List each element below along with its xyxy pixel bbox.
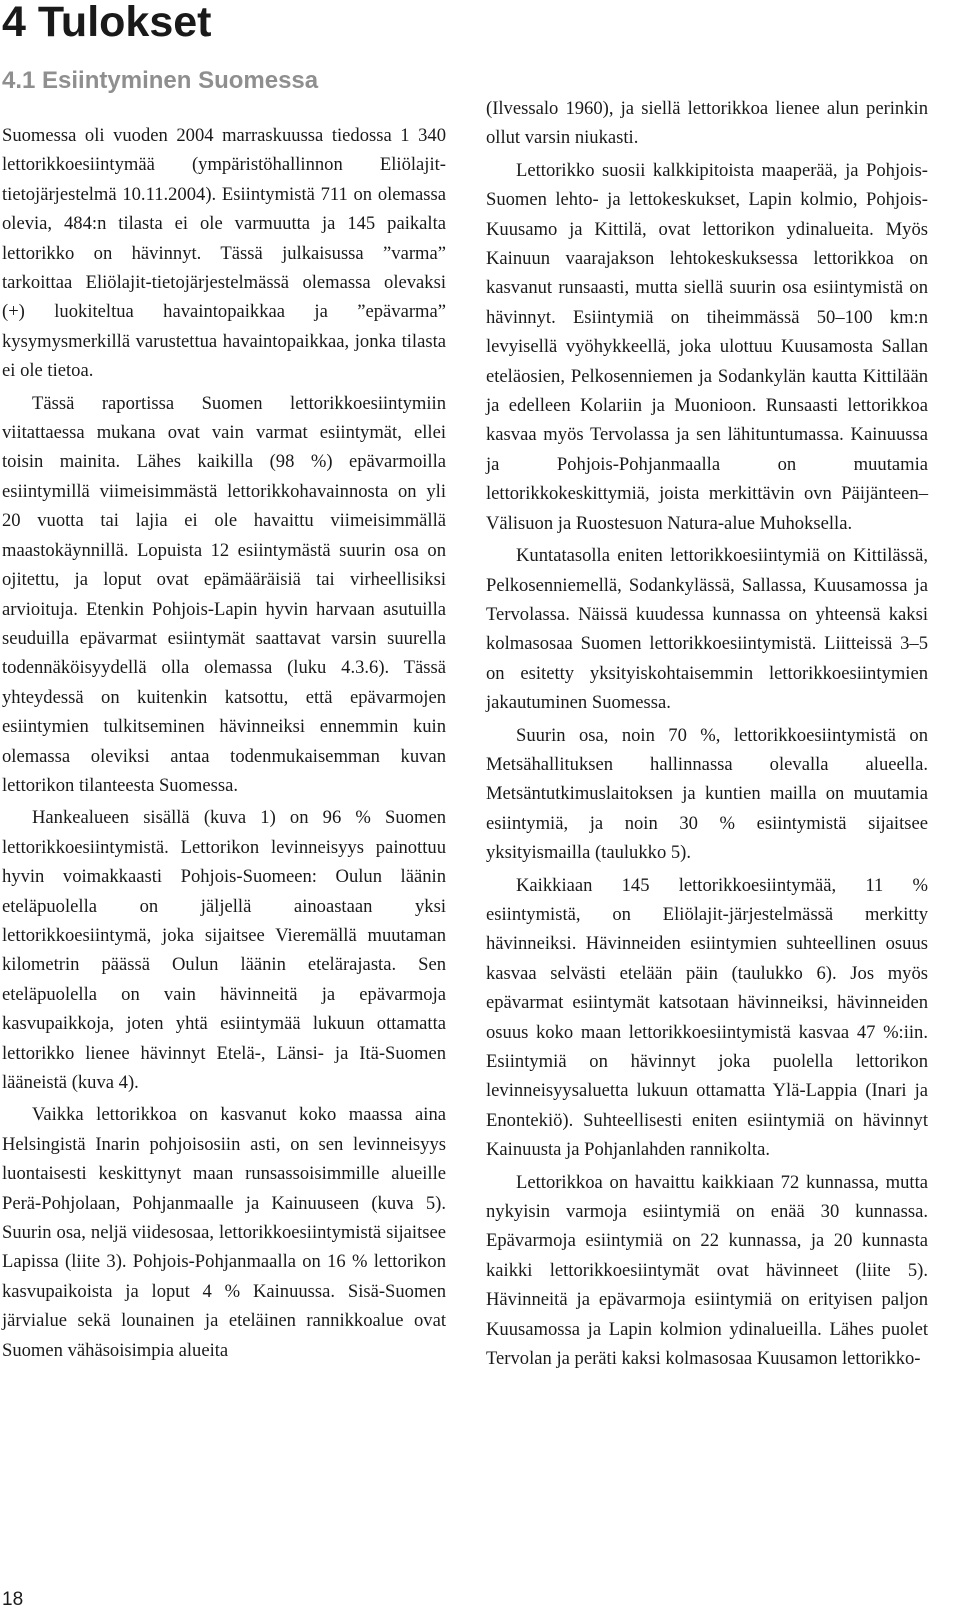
section-title: 4.1 Esiintyminen Suomessa	[2, 67, 319, 94]
left-column	[2, 121, 446, 1368]
chapter-title: 4 Tulokset	[2, 0, 212, 46]
paragraph: Lettorikkoa on havaittu kaikkiaan 72 kunnassa, mutta nykyisin varmoja esiintymiä on enää 30 kunnassa. Epävarmoja esiintymiä on 22 kunnassa, ja 20 kunnasta kaikki lettorikkoesiintymät ovat hävinneet (liite 5). Hävinneitä ja epävarmoja esiintymiä on erityisen paljon Kuusamossa ja Lapin kolmion ydinalueilla. Lähes puolet Tervolan ja peräti kaksi kolmasosaa Kuusamon lettorikko-	[486, 1171, 928, 1370]
page-number: 18	[2, 1589, 24, 1610]
paragraph: Hankealueen sisällä (kuva 1) on 96 % Suomen lettorikkoesiintymistä. Lettorikon levinneisyys painottuu hyvin voimakkaasti Pohjois-Suomeen: Oulun läänin eteläpuolella on jäljellä ainoastaan yksi lettorikkoesiintymä, joka sijaitsee Vieremällä muutaman kilometrin päässä Oulun läänin etelärajasta. Sen eteläpuolella on vain hävinneitä ja epävarmoja kasvupaikkoja, joten yhtä esiintymää lukuun ottamatta lettorikko lienee hävinnyt Etelä-, Länsi- ja Itä-Suomen lääneistä (kuva 4).	[2, 807, 446, 1093]
paragraph: Suurin osa, noin 70 %, lettorikkoesiintymistä on Metsähallituksen hallinnassa olevalla alueella. Metsäntutkimuslaitoksen ja kuntien mailla on muutamia esiintymiä, ja noin 30 % esiintymistä sijaitsee yksityismailla (taulukko 5).	[486, 724, 928, 864]
right-column	[486, 94, 928, 1376]
paragraph: Kaikkiaan 145 lettorikkoesiintymää, 11 % esiintymistä, on Eliölajit-järjestelmässä merkitty hävinneiksi. Hävinneiden esiintymien suhteellinen osuus kasvaa selvästi etelään päin (taulukko 6). Jos myös epävarmat esiintymät katsotaan hävinneiksi, hävinneiden osuus koko maan lettorikkoesiintymistä kasvaa 47 %:iin. Esiintymiä on hävinnyt joka puolella lettorikon levinneisyysaluetta lukuun ottamatta Ylä-Lappia (Inari ja Enontekiö). Suhteellisesti eniten esiintymiä on hävinnyt Kainuusta ja Pohjanlahden rannikolta.	[486, 874, 928, 1161]
paragraph: Vaikka lettorikkoa on kasvanut koko maassa aina Helsingistä Inarin pohjoisosiin asti, on sen levinneisyys luontaisesti keskittynyt maan runsassoisimmille alueille Perä-Pohjolaan, Pohjanmaalle ja Kainuuseen (kuva 5). Suurin osa, neljä viidesosaa, lettorikkoesiintymistä sijaitsee Lapissa (liite 3). Pohjois-Pohjanmaalla on 16 % lettorikon kasvupaikoista ja loput 4 % Kainuussa. Sisä-Suomen järvialue sekä lounainen ja eteläinen rannikkoalue ovat Suomen vähäsoisimpia alueita	[2, 1104, 446, 1361]
paragraph: (Ilvessalo 1960), ja siellä lettorikkoa lienee alun perinkin ollut varsin niukasti.	[486, 98, 928, 149]
paragraph: Suomessa oli vuoden 2004 marraskuussa tiedossa 1 340 lettorikkoesiintymää (ympäristöhallinnon Eliölajit-tietojärjestelmä 10.11.2004). Esiintymistä 711 on olemassa olevia, 484:n tilasta ei ole varmuutta ja 145 paikalta lettorikko on hävinnyt. Tässä julkaisussa ”varma” tarkoittaa Eliölajit-tietojärjestelmässä olemassa olevaksi (+) luokiteltua havaintopaikkaa ja ”epävarma” kysymysmerkillä varustettua havaintopaikkaa, jonka tilasta ei ole tietoa.	[2, 125, 446, 382]
paragraph: Kuntatasolla eniten lettorikkoesiintymiä on Kittilässä, Pelkosenniemellä, Sodankylässä, Sallassa, Kuusamossa ja Tervolassa. Näissä kuudessa kunnassa on yhteensä kaksi kolmasosaa Suomen lettorikkoesiintymistä. Liitteissä 3–5 on esitetty yksityiskohtaisemmin lettorikkoesiintymien jakautuminen Suomessa.	[486, 545, 928, 714]
paragraph: Tässä raportissa Suomen lettorikkoesiintymiin viitattaessa mukana ovat vain varmat esiintymät, ellei toisin mainita. Lähes kaikilla (98 %) epävarmoilla esiintymillä viimeisimmästä lettorikkohavainnosta on yli 20 vuotta tai lajia ei ole havaittu viimeisimmällä maastokäynnillä. Lopuista 12 esiintymästä suurin osa on ojitettu, ja loput ovat epämääräisiä tai virheellisiksi arvioituja. Etenkin Pohjois-Lapin hyvin harvaan asutuilla seuduilla epävarmat esiintymät saattavat varsin suurella todennäköisyydellä olla olemassa (luku 4.3.6). Tässä yhteydessä on kuitenkin katsottu, että epävarmojen esiintymien tulkitseminen hävinneiksi ennemmin kuin olemassa oleviksi antaa todenmukaisemman kuvan lettorikon tilanteesta Suomessa.	[2, 392, 446, 796]
paragraph: Lettorikko suosii kalkkipitoista maaperää, ja Pohjois-Suomen lehto- ja lettokeskukset, Lapin kolmio, Pohjois-Kuusamo ja Kittilä, ovat lettorikon ydinalueita. Myös Kainuun vaarajakson lehtokeskuksessa lettorikkoa on kasvanut runsaasti, mutta siellä suurin osa esiintymistä on hävinnyt. Esiintymiä on tiheimmässä 50–100 km:n levyisellä vyöhykkeellä, joka ulottuu Kuusamosta Sallan eteläosien, Pelkosenniemen ja Sodankylän kautta Kittilään ja edelleen Kolariin ja Muonioon. Runsaasti lettorikkoa kasvaa myös Tervolassa ja sen lähituntumassa. Kainuussa ja Pohjois-Pohjanmaalla on muutamia lettorikkokeskittymiä, joista merkittävin ovn Päijänteen–Välisuon ja Ruostesuon Natura-alue Muhoksella.	[486, 159, 928, 534]
